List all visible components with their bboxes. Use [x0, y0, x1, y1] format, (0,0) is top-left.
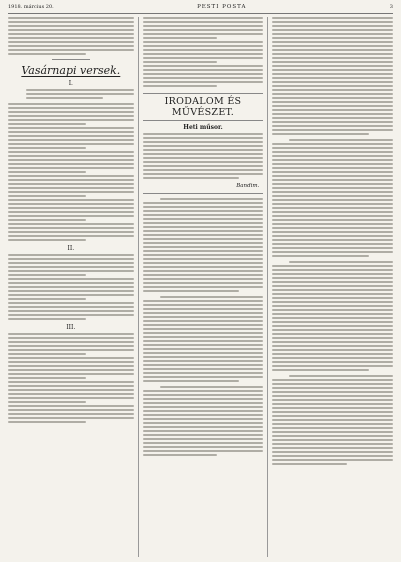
article-columns [8, 17, 393, 557]
paper-name: PESTI POSTA [197, 4, 247, 10]
poem-part-label: III. [66, 324, 76, 331]
article-body [272, 261, 393, 371]
article-body [272, 139, 393, 257]
section-title-vasarnapi-versek: Vasárnapi versek. [21, 64, 121, 77]
divider [52, 59, 90, 60]
poem-text [8, 254, 134, 320]
article-body [143, 386, 264, 456]
column-middle [138, 17, 264, 557]
issue-date: 1918. március 20. [8, 4, 54, 10]
subhead-heti-musor: Heti műsor. [183, 124, 223, 131]
article-body [272, 17, 393, 135]
article-body [143, 296, 264, 382]
page-number: 3 [389, 4, 393, 10]
column-left [8, 17, 134, 557]
article-body [272, 375, 393, 465]
poem-part-label: I. [68, 80, 73, 87]
article-body [143, 198, 264, 292]
poem-continuation [143, 17, 264, 87]
poem-text [8, 103, 134, 241]
poem-stanzas [8, 89, 134, 99]
running-header [8, 4, 393, 14]
article-signature: Bandim. [236, 183, 260, 189]
program-listing [143, 133, 264, 179]
divider [143, 193, 264, 194]
column-right [267, 17, 393, 557]
section-title-irodalom: IRODALOM ÉS MŰVÉSZET. [143, 93, 264, 121]
poem-part-label: II. [67, 245, 75, 252]
article-continuation [8, 17, 134, 55]
poem-text [8, 333, 134, 423]
